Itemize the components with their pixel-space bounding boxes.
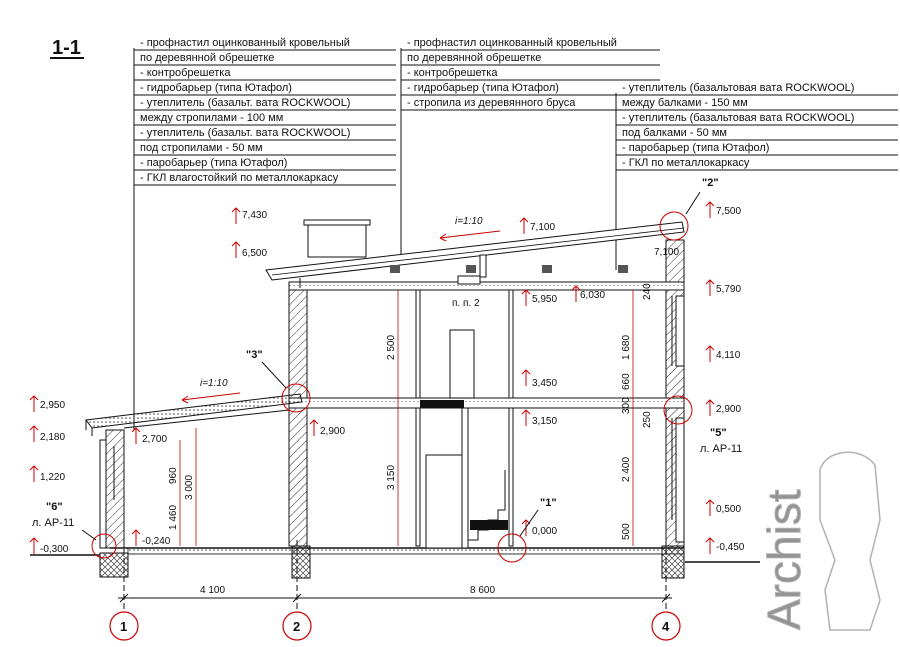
dimension-chains bbox=[180, 290, 633, 546]
level-1220: 1,220 bbox=[40, 472, 66, 483]
legend-mid-line: - гидробарьер (типа Ютафол) bbox=[407, 82, 559, 94]
dim-3000: 3 000 bbox=[184, 474, 195, 500]
level-2900: 2,900 bbox=[320, 426, 346, 437]
node-6: "6" bbox=[46, 501, 63, 513]
level-3450: 3,450 bbox=[532, 378, 558, 389]
level-7500: 7,500 bbox=[716, 206, 742, 217]
level-2950: 2,950 bbox=[40, 400, 66, 411]
legend-right-line: между балками - 150 мм bbox=[622, 97, 748, 109]
dim-300: 300 bbox=[621, 397, 632, 414]
legend-left-line: - паробарьер (типа Ютафол) bbox=[140, 157, 288, 169]
watermark-figure bbox=[820, 452, 880, 630]
level-5790: 5,790 bbox=[716, 284, 742, 295]
legend-left-line: - утеплитель (базальт. вата ROCKWOOL) bbox=[140, 127, 351, 139]
watermark-text: Archist bbox=[758, 489, 810, 630]
dim-960: 960 bbox=[168, 467, 179, 484]
legend-left-line: между стропилами - 100 мм bbox=[140, 112, 284, 124]
legend-mid-line: - стропила из деревянного бруса bbox=[407, 97, 576, 109]
node-6-sheet: л. АР-11 bbox=[32, 517, 75, 529]
legend-right bbox=[616, 82, 898, 270]
watermark bbox=[758, 452, 880, 630]
level-3150: 3,150 bbox=[532, 416, 558, 427]
axes bbox=[110, 540, 680, 640]
legend-left-line: по деревянной обрешетке bbox=[140, 52, 275, 64]
level-7100: 7,100 bbox=[530, 222, 556, 233]
legend-left-line: - контробрешетка bbox=[140, 67, 231, 79]
legend-left-line: под стропилами - 50 мм bbox=[140, 142, 263, 154]
stair-and-doors bbox=[114, 296, 672, 548]
level-5950: 5,950 bbox=[532, 294, 558, 305]
dim-1680: 1 680 bbox=[621, 334, 632, 360]
level-minus-0240: -0,240 bbox=[142, 536, 171, 547]
ground bbox=[30, 546, 760, 578]
legend-right-line: - утеплитель (базальтовая вата ROCKWOOL) bbox=[622, 112, 855, 124]
level-2700: 2,700 bbox=[142, 434, 168, 445]
axis-label-2: 2 bbox=[293, 619, 301, 634]
slope-lower: i=1:10 bbox=[200, 378, 228, 389]
node-3: "3" bbox=[246, 349, 263, 361]
dimension-texts bbox=[168, 283, 653, 540]
legend-right-line: под балками - 50 мм bbox=[622, 127, 727, 139]
level-2900-right: 2,900 bbox=[716, 404, 742, 415]
dim-500: 500 bbox=[621, 523, 632, 540]
dim-1460: 1 460 bbox=[168, 504, 179, 530]
level-7430: 7,430 bbox=[242, 210, 268, 221]
level-minus-0450: -0,450 bbox=[716, 542, 745, 553]
dim-2500: 2 500 bbox=[386, 334, 397, 360]
legend-mid-line: - профнастил оцинкованный кровельный bbox=[407, 37, 617, 49]
slope-upper: i=1:10 bbox=[455, 216, 483, 227]
legend-left-line: - утеплитель (базальт. вата ROCKWOOL) bbox=[140, 97, 351, 109]
level-6500: 6,500 bbox=[242, 248, 268, 259]
node-1: "1" bbox=[540, 497, 557, 509]
level-marks bbox=[30, 202, 745, 555]
dim-8600: 8 600 bbox=[470, 585, 496, 596]
axis-label-1: 1 bbox=[120, 619, 128, 634]
dim-3150: 3 150 bbox=[386, 464, 397, 490]
dim-4100: 4 100 bbox=[200, 585, 226, 596]
legend-left-line: - профнастил оцинкованный кровельный bbox=[140, 37, 350, 49]
legend-right-line: - паробарьер (типа Ютафол) bbox=[622, 142, 770, 154]
level-7100-ridge: 7,100 bbox=[654, 247, 680, 258]
legend-left-line: - ГКЛ влагостойкий по металлокаркасу bbox=[140, 172, 339, 184]
legend-mid-line: - контробрешетка bbox=[407, 67, 498, 79]
dim-2400: 2 400 bbox=[621, 456, 632, 482]
dim-240: 240 bbox=[642, 283, 653, 300]
legend-mid-line: по деревянной обрешетке bbox=[407, 52, 542, 64]
level-6030: 6,030 bbox=[580, 290, 606, 301]
legend-right-line: - утеплитель (базальтовая вата ROCKWOOL) bbox=[622, 82, 855, 94]
dim-250: 250 bbox=[642, 411, 653, 428]
node-2: "2" bbox=[702, 177, 719, 189]
section-title: 1-1 bbox=[52, 37, 81, 59]
dim-660: 660 bbox=[621, 373, 632, 390]
node-5: "5" bbox=[710, 427, 727, 439]
legend-right-line: - ГКЛ по металлокаркасу bbox=[622, 157, 750, 169]
node-5-sheet: л. АР-11 bbox=[700, 443, 743, 455]
level-4110: 4,110 bbox=[716, 350, 741, 361]
axis-label-4: 4 bbox=[662, 619, 670, 634]
level-2180: 2,180 bbox=[40, 432, 66, 443]
level-minus-0300: -0,300 bbox=[40, 544, 69, 555]
level-0500: 0,500 bbox=[716, 504, 742, 515]
roof-hatch-label: п. п. 2 bbox=[452, 298, 480, 309]
legend-left-line: - гидробарьер (типа Ютафол) bbox=[140, 82, 292, 94]
level-0000: 0,000 bbox=[532, 526, 558, 537]
